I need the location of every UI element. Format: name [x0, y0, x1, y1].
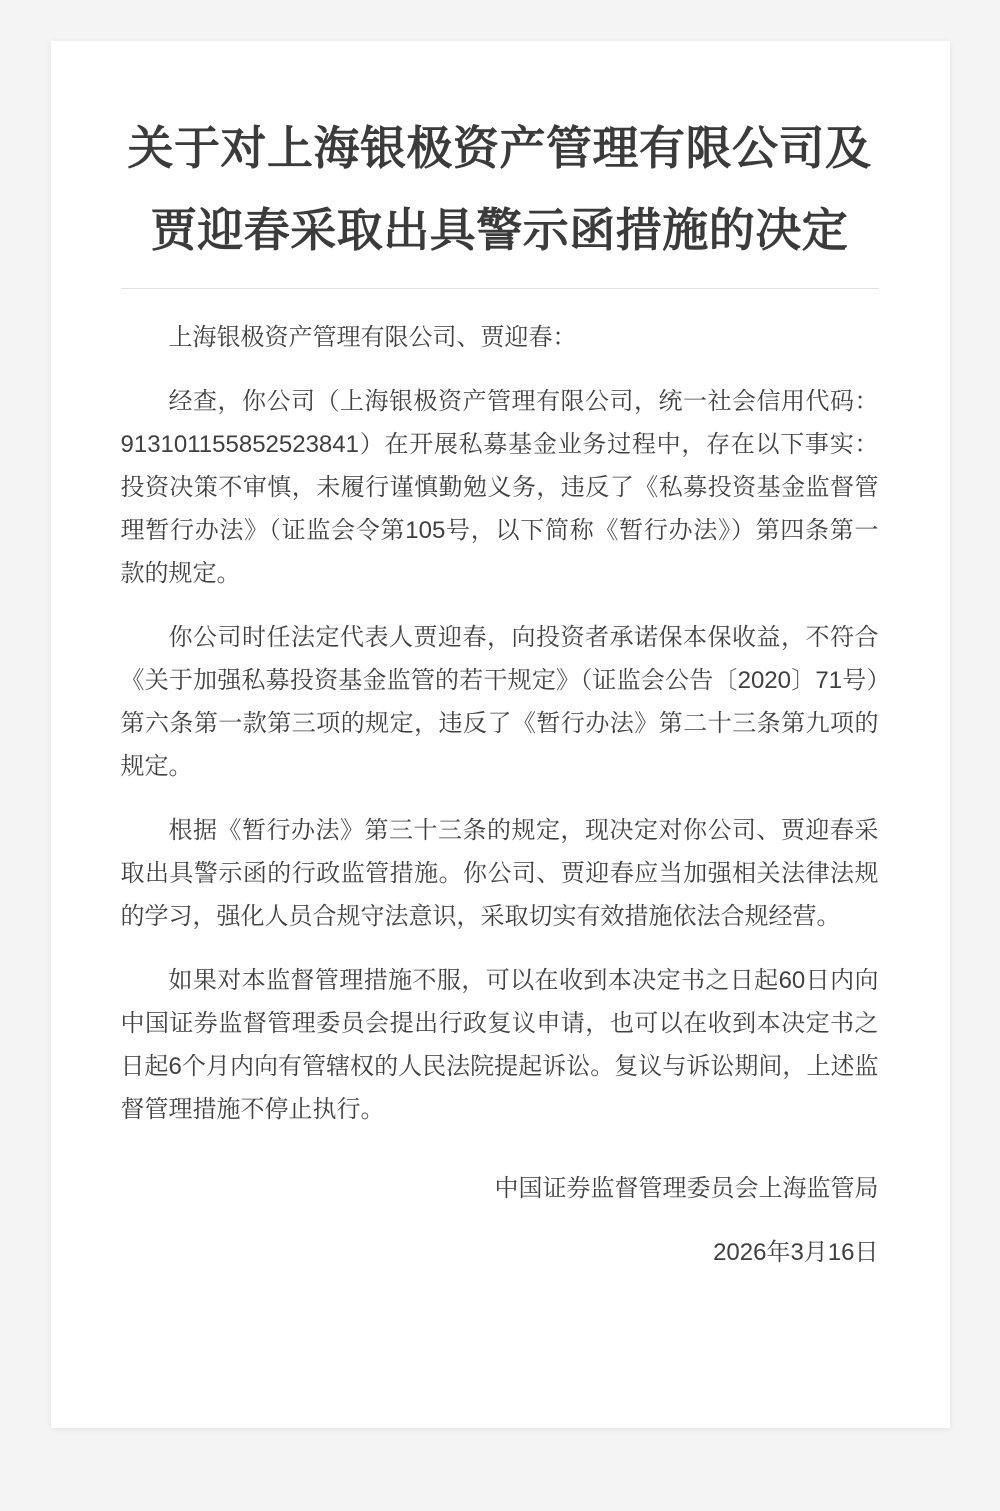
salutation: 上海银极资产管理有限公司、贾迎春： [168, 324, 577, 351]
paragraph-facts: 经查，你公司（上海银极资产管理有限公司，统一社会信用代码：913101155852523841）在开展私募基金业务过程中，存在以下事实：投资决策不审慎，未履行谨慎勤勉义务，违反了《私募投资基金监督管理暂行办法》（证监会令第105号，以下简称《暂行办法》）第四条第一款的规定。 [120, 388, 879, 587]
page-background [0, 41, 1000, 1511]
title-divider [121, 288, 879, 289]
paragraph-appeal-rights: 如果对本监督管理措施不服，可以在收到本决定书之日起60日内向中国证券监督管理委员会提出行政复议申请，也可以在收到本决定书之日起6个月内向有管辖权的人民法院提起诉讼。复议与诉讼期间，上述监督管理措施不停止执行。 [120, 967, 879, 1123]
paragraph-decision: 根据《暂行办法》第三十三条的规定，现决定对你公司、贾迎春采取出具警示函的行政监管措施。你公司、贾迎春应当加强相关法律法规的学习，强化人员合规守法意识，采取切实有效措施依法合规经营。 [120, 817, 879, 930]
issue-date: 2026年3月16日 [713, 1239, 879, 1266]
document-body [121, 316, 879, 1274]
paragraph-legal-rep-violation: 你公司时任法定代表人贾迎春，向投资者承诺保本保收益，不符合《关于加强私募投资基金监管的若干规定》（证监会公告〔2020〕71号）第六条第一款第三项的规定，违反了《暂行办法》第二十三条第九项的规定。 [120, 624, 879, 780]
issuer-signature: 中国证券监督管理委员会上海监管局 [494, 1175, 879, 1202]
document-card [51, 41, 950, 1428]
document-title: 关于对上海银极资产管理有限公司及贾迎春采取出具警示函措施的决定 [127, 122, 872, 256]
